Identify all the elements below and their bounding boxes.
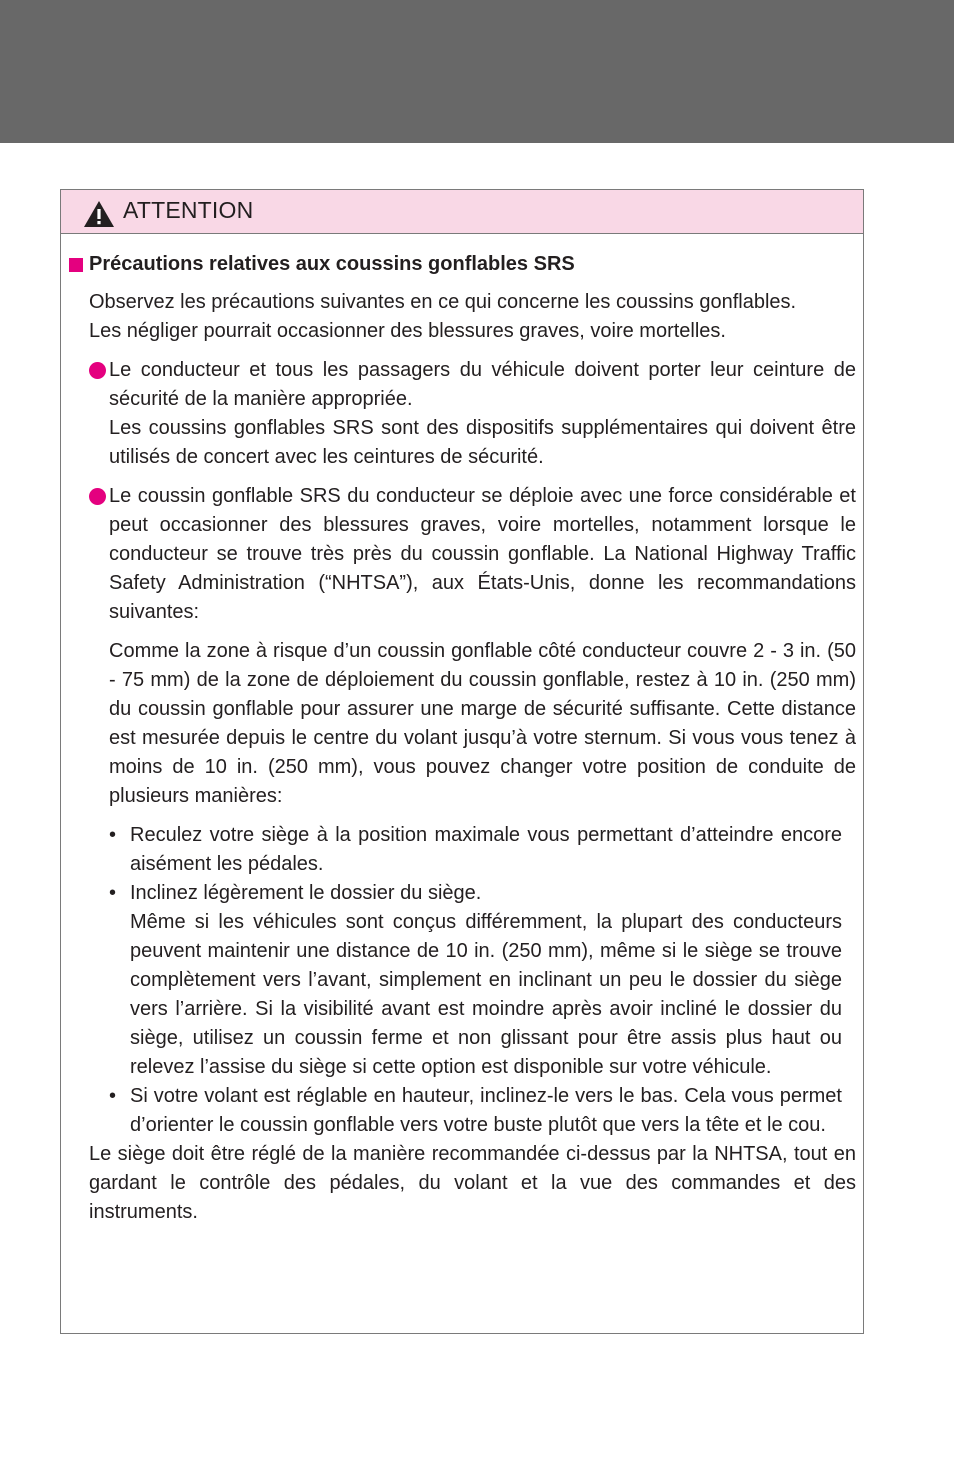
sub-item-text: Inclinez légèrement le dossier du siège. [130,882,482,904]
sub-bullet-mark: • [109,882,117,904]
intro-paragraph: Observez les précautions suivantes en ce qui concerne les coussins gonflables. [89,291,797,313]
bullet-text: Le conducteur et tous les passagers du véhicule doivent porter leur ceinture de sécurité de la manière appropriée. [109,359,856,410]
top-band [0,0,954,143]
attention-header [61,190,863,234]
bullet-text: Le coussin gonflable SRS du conducteur se déploie avec une force considérable et peut occasionner des blessures graves, voire mortelles, notamment lorsque le conducteur se trouve très près du coussin gonflable. La National Highway Traffic Safety Administration (“NHTSA”), aux États-Unis, donne les recommandations suivantes: [109,485,856,623]
section-title: Précautions relatives aux coussins gonflables SRS [89,253,575,275]
circle-bullet-icon [89,362,106,379]
nhtsa-block [89,637,856,811]
sub-item-text: Si votre volant est réglable en hauteur, inclinez-le vers le bas. Cela vous permet d’orienter le coussin gonflable vers votre buste plutôt que vers la tête et le cou. [130,1085,842,1136]
sub-list-item [89,821,856,879]
sub-item-text: Même si les véhicules sont conçus différemment, la plupart des conducteurs peuvent maintenir une distance de 10 in. (250 mm), même si le siège se trouve complètement vers l’avant, simplement en inclinant un peu le dossier du siège vers l’arrière. Si la visibilité avant est moindre après avoir incliné le dossier du siège, utilisez un coussin ferme et non glissant pour être assis plus haut ou relevez l’assise du siège si cette option est disponible sur votre véhicule. [130,911,842,1078]
sub-list-item [89,1082,856,1140]
warning-triangle-icon [83,200,115,228]
bullet-item [89,482,856,627]
attention-box [60,189,864,1334]
content [89,288,856,1227]
closing-paragraph: Le siège doit être réglé de la manière recommandée ci-dessus par la NHTSA, tout en gardant le contrôle des pédales, du volant et la vue des commandes et des instruments. [89,1143,856,1223]
sub-list-item [89,879,856,1082]
intro-paragraph: Les négliger pourrait occasionner des blessures graves, voire mortelles. [89,320,726,342]
bullet-text: Les coussins gonflables SRS sont des dispositifs supplémentaires qui doivent être utilisés de concert avec les ceintures de sécurité. [109,417,856,468]
bullet-item [89,356,856,472]
sub-bullet-mark: • [109,824,117,846]
square-bullet-icon [69,258,83,272]
circle-bullet-icon [89,488,106,505]
sub-bullet-mark: • [109,1085,117,1107]
sub-item-text: Reculez votre siège à la position maximale vous permettant d’atteindre encore aisément les pédales. [130,824,842,875]
attention-label: ATTENTION [123,197,254,223]
section-heading [69,253,575,276]
nhtsa-paragraph: Comme la zone à risque d’un coussin gonflable côté conducteur couvre 2 - 3 in. (50 - 75 mm) de la zone de déploiement du coussin gonflable, restez à 10 in. (250 mm) du coussin gonflable pour assurer une marge de sécurité suffisante. Cette distance est mesurée depuis le centre du volant jusqu’à votre sternum. Si vous vous tenez à moins de 10 in. (250 mm), vous pouvez changer votre position de conduite de plusieurs manières: [109,640,856,807]
